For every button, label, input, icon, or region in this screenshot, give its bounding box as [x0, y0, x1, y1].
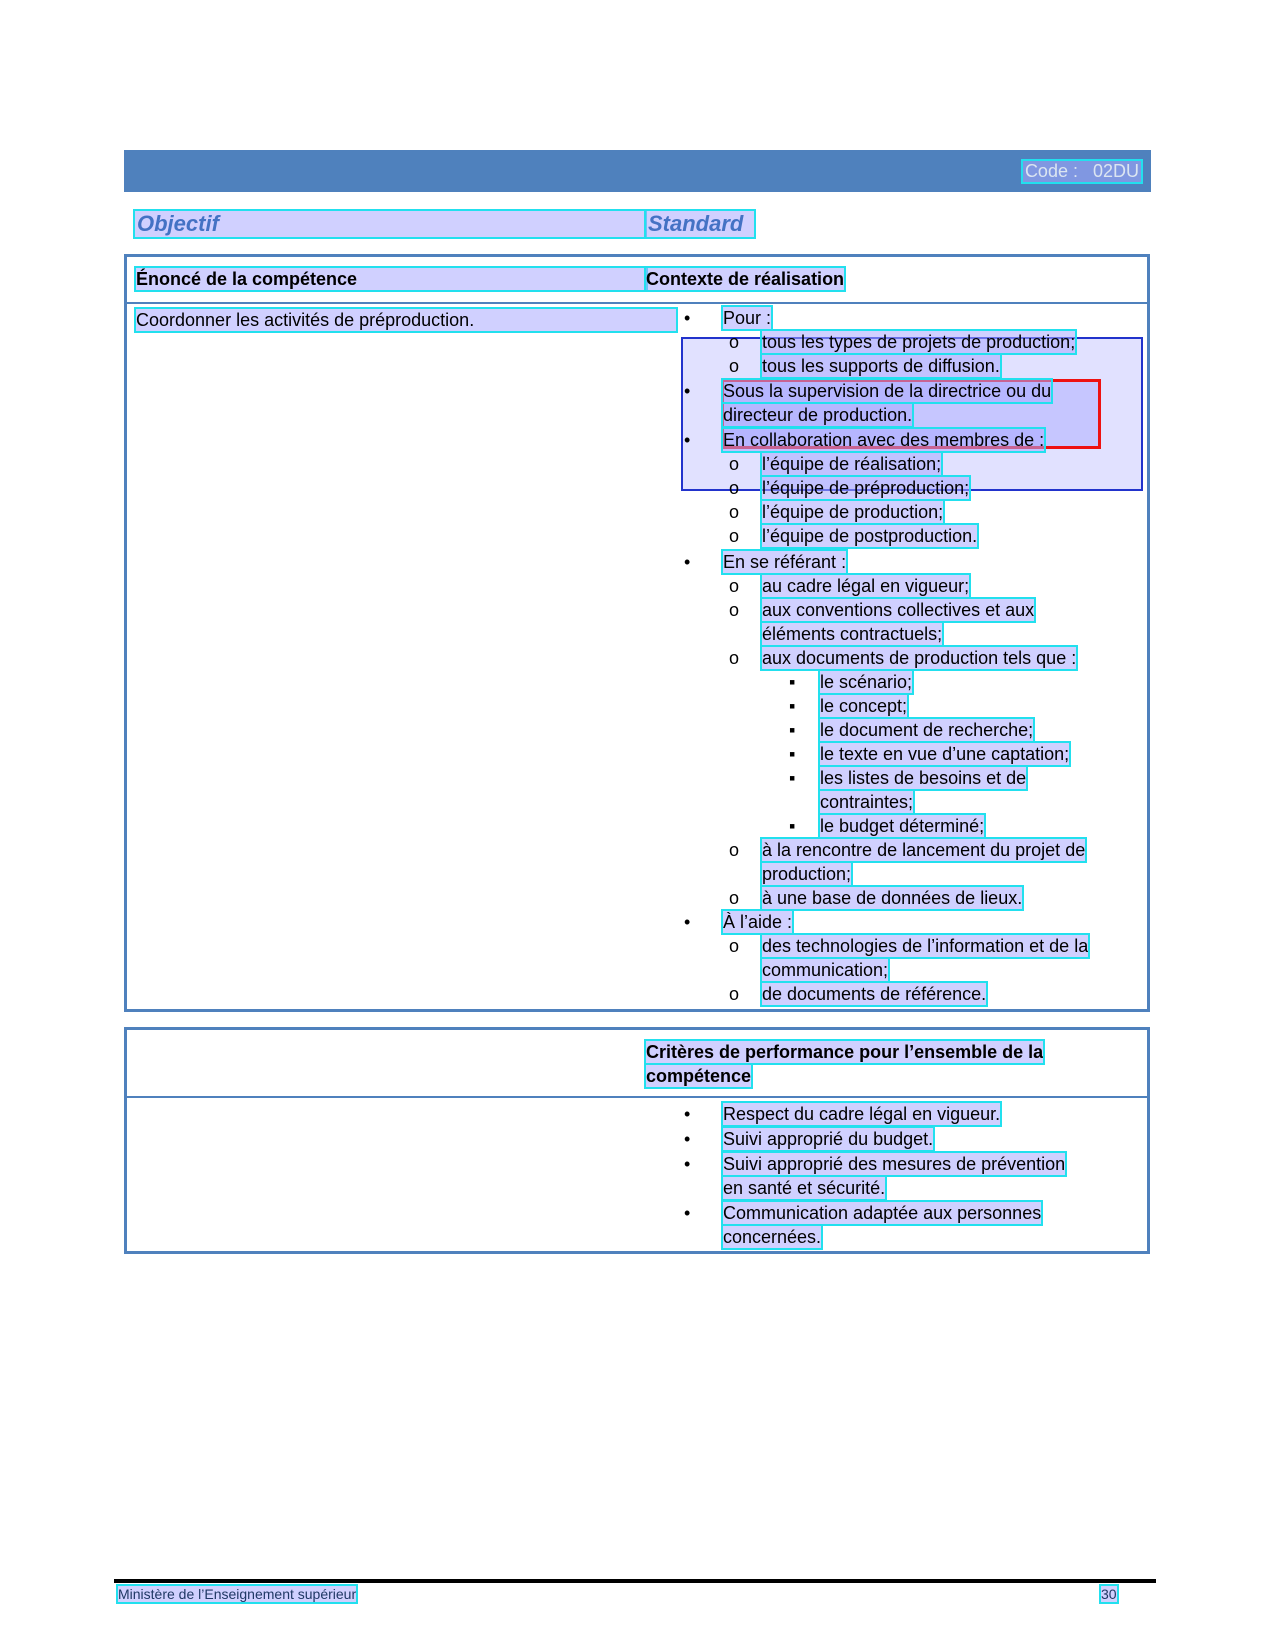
bullet-square: ▪: [789, 768, 796, 788]
context-line: le concept;: [820, 696, 908, 716]
table-divider: [127, 302, 1147, 304]
context-line: Sous la supervision de la directrice ou du: [723, 381, 1052, 401]
bullet-dot: •: [684, 1129, 691, 1149]
bullet-square: ▪: [789, 696, 796, 716]
table-divider: [127, 1096, 1147, 1098]
col-header-context: Contexte de réalisation: [646, 269, 845, 289]
bullet-circle: o: [729, 356, 740, 376]
context-line: le document de recherche;: [820, 720, 1034, 740]
bullet-circle: o: [729, 984, 740, 1004]
context-line: Pour :: [723, 308, 772, 328]
section-title-standard: Standard: [646, 211, 754, 237]
criteria-header-line: compétence: [646, 1066, 752, 1086]
criteria-line: en santé et sécurité.: [723, 1178, 886, 1198]
bullet-dot: •: [684, 1203, 691, 1223]
bullet-circle: o: [729, 478, 740, 498]
criteria-line: Communication adaptée aux personnes: [723, 1203, 1042, 1223]
bullet-dot: •: [684, 430, 691, 450]
bullet-dot: •: [684, 1154, 691, 1174]
bullet-circle: o: [729, 936, 740, 956]
context-line: le texte en vue d’une captation;: [820, 744, 1070, 764]
bullet-dot: •: [684, 552, 691, 572]
criteria-line: Suivi approprié du budget.: [723, 1129, 934, 1149]
context-line: les listes de besoins et de: [820, 768, 1027, 788]
context-line: production;: [762, 864, 852, 884]
context-line: En se référant :: [723, 552, 847, 572]
context-line: l’équipe de production;: [762, 502, 944, 522]
criteria-line: concernées.: [723, 1227, 822, 1247]
col-header-statement: Énoncé de la compétence: [136, 268, 646, 290]
context-line: l’équipe de réalisation;: [762, 454, 942, 474]
bullet-circle: o: [729, 502, 740, 522]
bullet-square: ▪: [789, 720, 796, 740]
criteria-line: Suivi approprié des mesures de prévention: [723, 1154, 1066, 1174]
context-line: à une base de données de lieux.: [762, 888, 1023, 908]
context-line: le scénario;: [820, 672, 913, 692]
context-line: le budget déterminé;: [820, 816, 985, 836]
context-line: tous les supports de diffusion.: [762, 356, 1000, 376]
context-line: À l’aide :: [723, 912, 793, 932]
bullet-circle: o: [729, 454, 740, 474]
bullet-dot: •: [684, 912, 691, 932]
context-line: aux documents de production tels que :: [762, 648, 1077, 668]
bullet-circle: o: [729, 576, 740, 596]
competence-statement: Coordonner les activités de préproduction.: [136, 309, 676, 331]
bullet-circle: o: [729, 648, 740, 668]
bullet-square: ▪: [789, 672, 796, 692]
bullet-circle: o: [729, 332, 740, 352]
bullet-circle: o: [729, 600, 740, 620]
context-line: éléments contractuels;: [762, 624, 943, 644]
context-line: à la rencontre de lancement du projet de: [762, 840, 1086, 860]
bullet-circle: o: [729, 840, 740, 860]
footer-ministry: Ministère de l’Enseignement supérieur: [118, 1586, 357, 1602]
header-bar: [122, 150, 1151, 192]
context-line: l’équipe de préproduction;: [762, 478, 970, 498]
bullet-square: ▪: [789, 816, 796, 836]
context-line: des technologies de l’information et de la: [762, 936, 1089, 956]
context-line: aux conventions collectives et aux: [762, 600, 1035, 620]
context-line: directeur de production.: [723, 405, 913, 425]
criteria-header-line: Critères de performance pour l’ensemble de la: [646, 1042, 1044, 1062]
context-line: communication;: [762, 960, 889, 980]
context-line: l’équipe de postproduction.: [762, 526, 978, 546]
bullet-dot: •: [684, 1104, 691, 1124]
context-line: tous les types de projets de production;: [762, 332, 1076, 352]
bullet-circle: o: [729, 888, 740, 908]
bullet-circle: o: [729, 526, 740, 546]
bullet-dot: •: [684, 308, 691, 328]
code-label: Code : 02DU: [1024, 161, 1139, 181]
page-number: 30: [1101, 1586, 1117, 1602]
bullet-square: ▪: [789, 744, 796, 764]
context-line: contraintes;: [820, 792, 914, 812]
footer-rule: [114, 1579, 1156, 1583]
context-line: En collaboration avec des membres de :: [723, 430, 1045, 450]
section-title-objectif: Objectif: [135, 211, 645, 237]
context-line: au cadre légal en vigueur;: [762, 576, 970, 596]
criteria-line: Respect du cadre légal en vigueur.: [723, 1104, 1001, 1124]
context-line: de documents de référence.: [762, 984, 987, 1004]
bullet-dot: •: [684, 381, 691, 401]
